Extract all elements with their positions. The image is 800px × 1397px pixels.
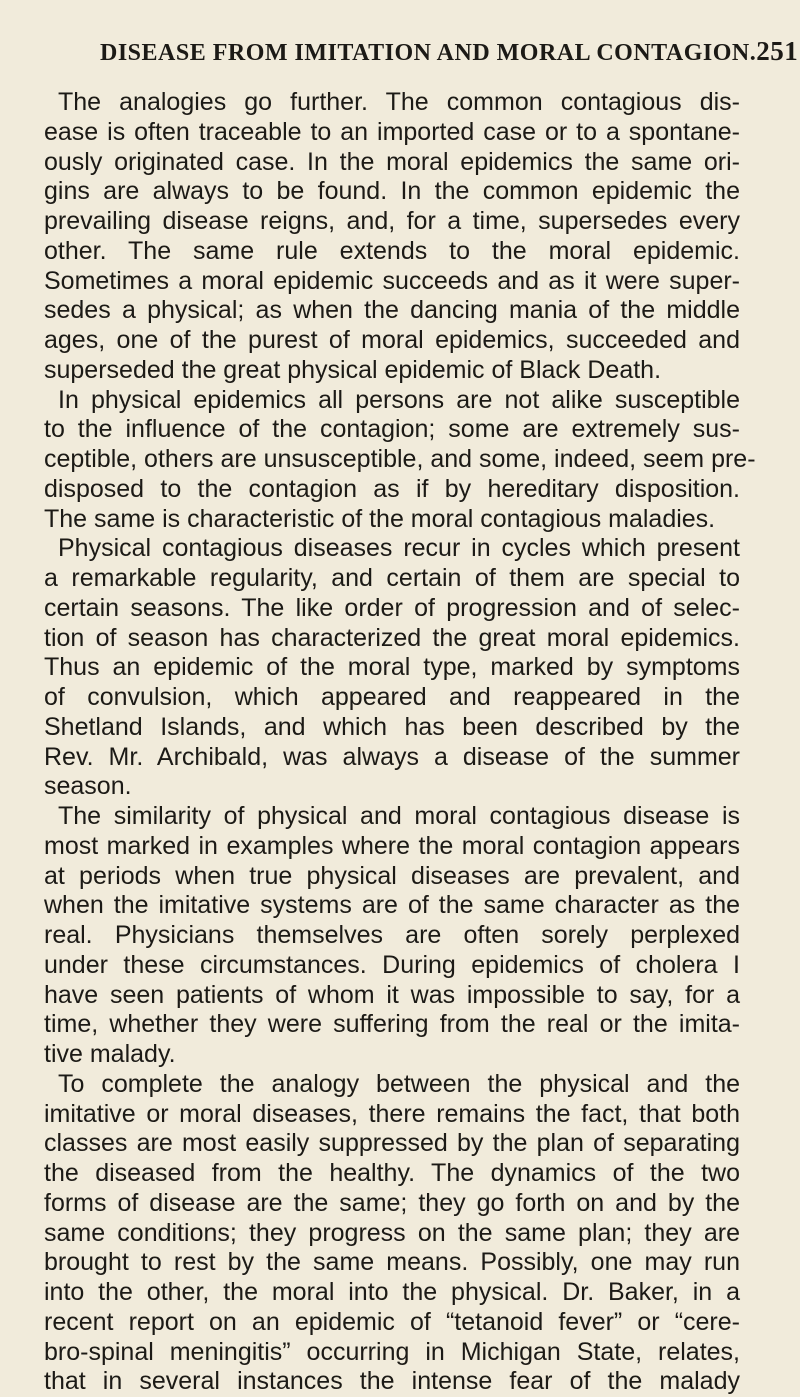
text-line: ease is often traceable to an imported case or to a spontane- <box>44 117 740 146</box>
text-line: sedes a physical; as when the dancing mania of the middle <box>44 296 740 325</box>
text-line: The same is characteristic of the moral contagious maladies. <box>44 504 716 533</box>
text-line: Shetland Islands, and which has been described by the <box>44 712 740 741</box>
text-line: time, whether they were suffering from the real or the imita- <box>44 1010 740 1039</box>
page-number: 251 <box>756 36 799 66</box>
text-line: In physical epidemics all persons are not alike susceptible <box>58 385 740 414</box>
text-line: that in several instances the intense fear of the malady <box>44 1367 740 1396</box>
text-line: to the influence of the contagion; some are extremely sus- <box>44 415 740 444</box>
text-line: brought to rest by the same means. Possibly, one may run <box>44 1248 740 1277</box>
text-line: To complete the analogy between the physical and the <box>58 1069 740 1098</box>
text-line: under these circumstances. During epidemics of cholera I <box>44 950 740 979</box>
body-text <box>44 88 756 1397</box>
text-line: at periods when true physical diseases are prevalent, and <box>44 861 740 890</box>
running-title: DISEASE FROM IMITATION AND MORAL CONTAGION. <box>100 40 757 66</box>
text-line: gins are always to be found. In the common epidemic the <box>44 177 740 206</box>
running-head <box>100 36 799 67</box>
text-line: ceptible, others are unsusceptible, and some, indeed, seem pre- <box>44 445 756 473</box>
text-line: have seen patients of whom it was impossible to say, for a <box>44 980 740 1009</box>
text-line: certain seasons. The like order of progression and of selec- <box>44 593 740 622</box>
text-line: when the imitative systems are of the same character as the <box>44 891 740 920</box>
text-line: tion of season has characterized the great moral epidemics. <box>44 623 740 652</box>
text-line: The similarity of physical and moral contagious disease is <box>58 802 740 830</box>
text-line: same conditions; they progress on the same plan; they are <box>44 1218 740 1247</box>
text-line: Physical contagious diseases recur in cycles which present <box>58 534 740 563</box>
text-line: other. The same rule extends to the moral epidemic. <box>44 236 740 265</box>
text-line: most marked in examples where the moral contagion appears <box>44 831 740 860</box>
text-line: imitative or moral diseases, there remains the fact, that both <box>44 1099 740 1128</box>
text-line: a remarkable regularity, and certain of them are special to <box>44 564 740 592</box>
text-line: ages, one of the purest of moral epidemics, succeeded and <box>44 326 740 354</box>
text-line: real. Physicians themselves are often sorely perplexed <box>44 921 740 949</box>
text-line: forms of disease are the same; they go forth on and by the <box>44 1188 740 1217</box>
text-line: classes are most easily suppressed by the plan of separating <box>44 1129 740 1158</box>
text-line: recent report on an epidemic of “tetanoid fever” or “cere- <box>44 1307 740 1336</box>
text-line: Rev. Mr. Archibald, was always a disease of the summer <box>44 742 740 771</box>
text-line: Sometimes a moral epidemic succeeds and as it were super- <box>44 266 740 295</box>
text-line: superseded the great physical epidemic of Black Death. <box>44 355 662 384</box>
text-line: of convulsion, which appeared and reappeared in the <box>44 683 740 711</box>
text-line: disposed to the contagion as if by hereditary disposition. <box>44 474 740 503</box>
text-line: season. <box>44 772 132 801</box>
text-line: into the other, the moral into the physical. Dr. Baker, in a <box>44 1278 740 1306</box>
text-line: The analogies go further. The common contagious dis- <box>58 88 740 116</box>
text-line: ously originated case. In the moral epidemics the same ori- <box>44 147 740 176</box>
text-line: prevailing disease reigns, and, for a time, supersedes every <box>44 207 740 235</box>
text-line: Thus an epidemic of the moral type, marked by symptoms <box>44 653 740 682</box>
text-line: bro-spinal meningitis” occurring in Michigan State, relates, <box>44 1337 740 1366</box>
text-line: tive malady. <box>44 1040 176 1068</box>
text-line: the diseased from the healthy. The dynamics of the two <box>44 1159 740 1187</box>
